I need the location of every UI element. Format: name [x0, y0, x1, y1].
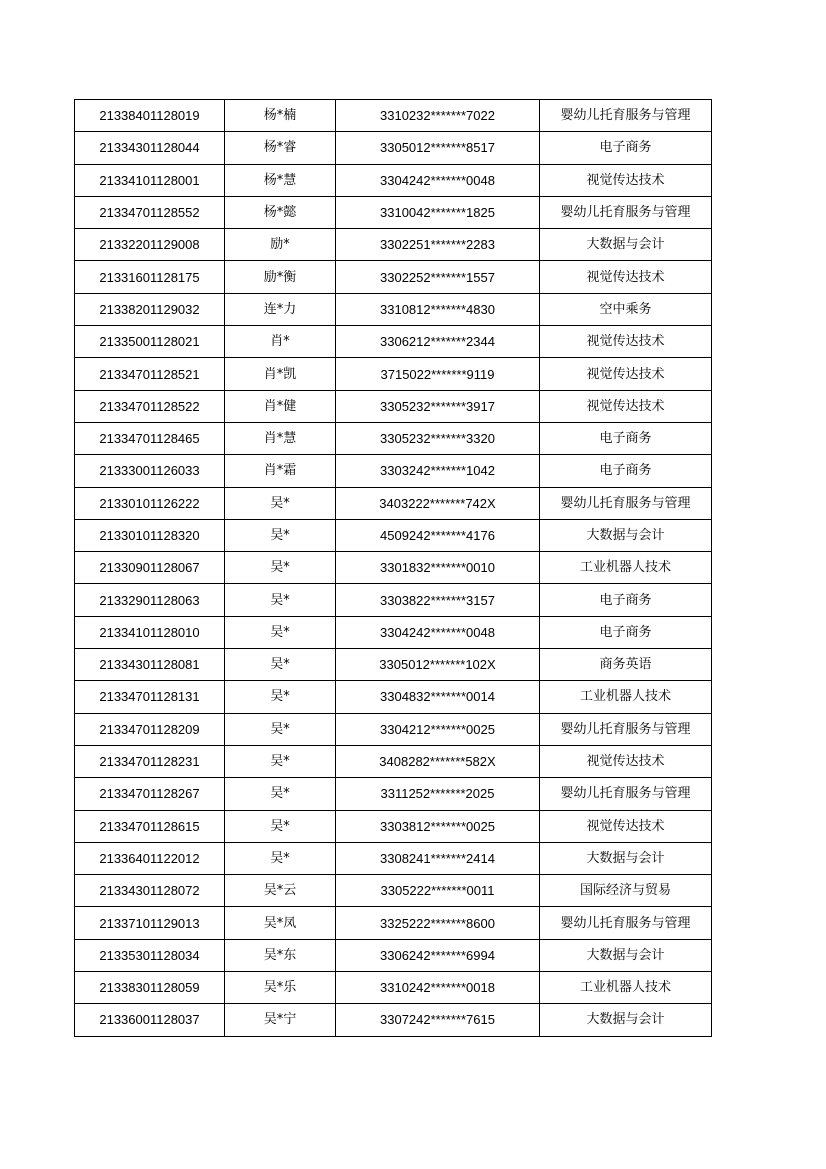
major-cell: 大数据与会计 — [540, 1004, 712, 1036]
table-row — [75, 584, 712, 616]
id-number-cell: 3310042*******1825 — [336, 196, 540, 228]
table-row — [75, 616, 712, 648]
id-number-cell: 4509242*******4176 — [336, 519, 540, 551]
table-row — [75, 907, 712, 939]
table-row — [75, 939, 712, 971]
major-cell: 商务英语 — [540, 649, 712, 681]
student-name-cell: 吴*东 — [225, 939, 336, 971]
student-name-cell: 肖*凯 — [225, 358, 336, 390]
major-cell: 工业机器人技术 — [540, 972, 712, 1004]
exam-number-cell: 21330101126222 — [75, 487, 225, 519]
major-cell: 工业机器人技术 — [540, 552, 712, 584]
student-name-cell: 吴*云 — [225, 875, 336, 907]
table-row — [75, 229, 712, 261]
major-cell: 婴幼儿托育服务与管理 — [540, 196, 712, 228]
id-number-cell: 3310242*******0018 — [336, 972, 540, 1004]
id-number-cell: 3302252*******1557 — [336, 261, 540, 293]
student-name-cell: 励* — [225, 229, 336, 261]
student-name-cell: 吴* — [225, 713, 336, 745]
student-name-cell: 杨*慧 — [225, 164, 336, 196]
student-name-cell: 吴* — [225, 616, 336, 648]
table-row — [75, 1004, 712, 1036]
id-number-cell: 3310232*******7022 — [336, 100, 540, 132]
major-cell: 国际经济与贸易 — [540, 875, 712, 907]
exam-number-cell: 21334301128044 — [75, 132, 225, 164]
exam-number-cell: 21338401128019 — [75, 100, 225, 132]
student-name-cell: 肖*慧 — [225, 422, 336, 454]
exam-number-cell: 21334701128465 — [75, 422, 225, 454]
id-number-cell: 3308241*******2414 — [336, 842, 540, 874]
student-name-cell: 吴* — [225, 552, 336, 584]
student-name-cell: 连*力 — [225, 293, 336, 325]
major-cell: 视觉传达技术 — [540, 326, 712, 358]
exam-number-cell: 21337101129013 — [75, 907, 225, 939]
id-number-cell: 3305232*******3917 — [336, 390, 540, 422]
major-cell: 婴幼儿托育服务与管理 — [540, 778, 712, 810]
exam-number-cell: 21331601128175 — [75, 261, 225, 293]
student-name-cell: 吴* — [225, 584, 336, 616]
major-cell: 电子商务 — [540, 616, 712, 648]
id-number-cell: 3715022*******9119 — [336, 358, 540, 390]
student-name-cell: 杨*懿 — [225, 196, 336, 228]
table-row — [75, 519, 712, 551]
table-row — [75, 649, 712, 681]
student-name-cell: 吴* — [225, 778, 336, 810]
major-cell: 婴幼儿托育服务与管理 — [540, 713, 712, 745]
table-row — [75, 778, 712, 810]
table-row — [75, 293, 712, 325]
table-row — [75, 422, 712, 454]
exam-number-cell: 21336401122012 — [75, 842, 225, 874]
exam-number-cell: 21338301128059 — [75, 972, 225, 1004]
roster-sheet — [74, 99, 711, 1037]
major-cell: 视觉传达技术 — [540, 261, 712, 293]
exam-number-cell: 21334701128267 — [75, 778, 225, 810]
student-name-cell: 吴* — [225, 487, 336, 519]
id-number-cell: 3408282*******582X — [336, 745, 540, 777]
exam-number-cell: 21334301128072 — [75, 875, 225, 907]
table-row — [75, 358, 712, 390]
student-name-cell: 肖* — [225, 326, 336, 358]
roster-body — [75, 100, 712, 1037]
major-cell: 婴幼儿托育服务与管理 — [540, 907, 712, 939]
major-cell: 视觉传达技术 — [540, 358, 712, 390]
student-name-cell: 杨*睿 — [225, 132, 336, 164]
table-row — [75, 875, 712, 907]
id-number-cell: 3304832*******0014 — [336, 681, 540, 713]
exam-number-cell: 21334301128081 — [75, 649, 225, 681]
table-row — [75, 713, 712, 745]
major-cell: 视觉传达技术 — [540, 390, 712, 422]
table-row — [75, 261, 712, 293]
student-name-cell: 吴* — [225, 810, 336, 842]
exam-number-cell: 21334101128010 — [75, 616, 225, 648]
table-row — [75, 100, 712, 132]
student-name-cell: 肖*健 — [225, 390, 336, 422]
id-number-cell: 3307242*******7615 — [336, 1004, 540, 1036]
exam-number-cell: 21334701128231 — [75, 745, 225, 777]
exam-number-cell: 21334701128131 — [75, 681, 225, 713]
id-number-cell: 3302251*******2283 — [336, 229, 540, 261]
major-cell: 大数据与会计 — [540, 519, 712, 551]
table-row — [75, 810, 712, 842]
exam-number-cell: 21330901128067 — [75, 552, 225, 584]
id-number-cell: 3304242*******0048 — [336, 164, 540, 196]
exam-number-cell: 21333001126033 — [75, 455, 225, 487]
id-number-cell: 3303822*******3157 — [336, 584, 540, 616]
exam-number-cell: 21332901128063 — [75, 584, 225, 616]
id-number-cell: 3325222*******8600 — [336, 907, 540, 939]
table-row — [75, 326, 712, 358]
major-cell: 婴幼儿托育服务与管理 — [540, 487, 712, 519]
table-row — [75, 132, 712, 164]
exam-number-cell: 21334701128615 — [75, 810, 225, 842]
id-number-cell: 3301832*******0010 — [336, 552, 540, 584]
id-number-cell: 3311252*******2025 — [336, 778, 540, 810]
major-cell: 视觉传达技术 — [540, 745, 712, 777]
id-number-cell: 3305232*******3320 — [336, 422, 540, 454]
major-cell: 大数据与会计 — [540, 229, 712, 261]
id-number-cell: 3303242*******1042 — [336, 455, 540, 487]
major-cell: 空中乘务 — [540, 293, 712, 325]
table-row — [75, 390, 712, 422]
id-number-cell: 3310812*******4830 — [336, 293, 540, 325]
table-row — [75, 681, 712, 713]
id-number-cell: 3403222*******742X — [336, 487, 540, 519]
student-name-cell: 杨*楠 — [225, 100, 336, 132]
exam-number-cell: 21332201129008 — [75, 229, 225, 261]
exam-number-cell: 21334701128552 — [75, 196, 225, 228]
exam-number-cell: 21334101128001 — [75, 164, 225, 196]
table-row — [75, 164, 712, 196]
student-name-cell: 吴* — [225, 842, 336, 874]
id-number-cell: 3304242*******0048 — [336, 616, 540, 648]
id-number-cell: 3303812*******0025 — [336, 810, 540, 842]
student-name-cell: 吴* — [225, 745, 336, 777]
student-name-cell: 肖*霜 — [225, 455, 336, 487]
table-row — [75, 745, 712, 777]
exam-number-cell: 21334701128522 — [75, 390, 225, 422]
table-row — [75, 455, 712, 487]
id-number-cell: 3306242*******6994 — [336, 939, 540, 971]
exam-number-cell: 21335301128034 — [75, 939, 225, 971]
major-cell: 大数据与会计 — [540, 842, 712, 874]
student-name-cell: 吴* — [225, 649, 336, 681]
student-name-cell: 吴*乐 — [225, 972, 336, 1004]
major-cell: 视觉传达技术 — [540, 164, 712, 196]
id-number-cell: 3306212*******2344 — [336, 326, 540, 358]
student-name-cell: 吴*宁 — [225, 1004, 336, 1036]
roster-table — [74, 99, 712, 1037]
table-row — [75, 972, 712, 1004]
id-number-cell: 3305012*******8517 — [336, 132, 540, 164]
major-cell: 大数据与会计 — [540, 939, 712, 971]
id-number-cell: 3305222*******0011 — [336, 875, 540, 907]
major-cell: 电子商务 — [540, 455, 712, 487]
major-cell: 电子商务 — [540, 132, 712, 164]
major-cell: 电子商务 — [540, 584, 712, 616]
major-cell: 电子商务 — [540, 422, 712, 454]
id-number-cell: 3304212*******0025 — [336, 713, 540, 745]
major-cell: 工业机器人技术 — [540, 681, 712, 713]
exam-number-cell: 21330101128320 — [75, 519, 225, 551]
exam-number-cell: 21336001128037 — [75, 1004, 225, 1036]
table-row — [75, 487, 712, 519]
exam-number-cell: 21334701128521 — [75, 358, 225, 390]
table-row — [75, 552, 712, 584]
student-name-cell: 吴* — [225, 519, 336, 551]
exam-number-cell: 21334701128209 — [75, 713, 225, 745]
table-row — [75, 196, 712, 228]
student-name-cell: 吴* — [225, 681, 336, 713]
exam-number-cell: 21338201129032 — [75, 293, 225, 325]
major-cell: 婴幼儿托育服务与管理 — [540, 100, 712, 132]
table-row — [75, 842, 712, 874]
major-cell: 视觉传达技术 — [540, 810, 712, 842]
student-name-cell: 励*衡 — [225, 261, 336, 293]
exam-number-cell: 21335001128021 — [75, 326, 225, 358]
id-number-cell: 3305012*******102X — [336, 649, 540, 681]
student-name-cell: 吴*凤 — [225, 907, 336, 939]
